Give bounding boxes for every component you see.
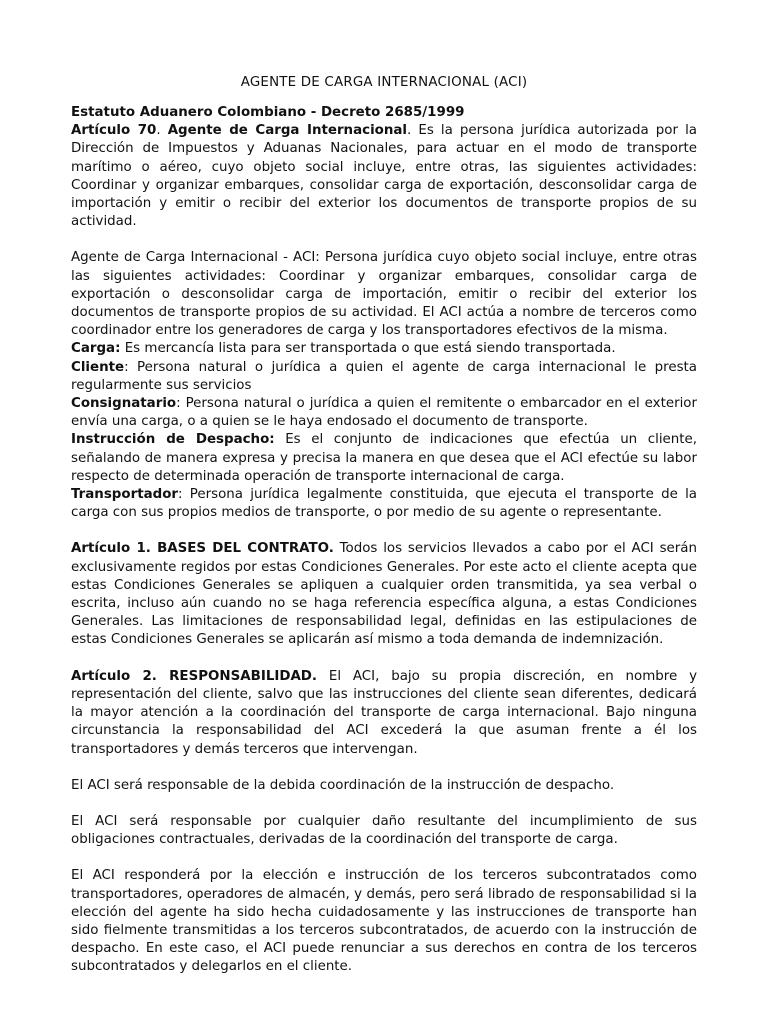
definition-consignatario — [71, 395, 697, 431]
third-parties-paragraph: El ACI responderá por la elección e instrucción de los terceros subcontratados como transportadores, operadores de almacén, y demás, pero será librado de responsabilidad si la elección del agente ha sido hecha cuidadosamente y las instrucciones de transporte han sido fielmente transmitidas a los terceros subcontratados, de acuerdo con la instrucción de despacho. En este caso, el ACI puede renunciar a sus derechos en contra de los terceros subcontratados y delegarlos en el cliente. — [71, 868, 697, 975]
coordination-paragraph: El ACI será responsable de la debida coordinación de la instrucción de despacho. — [71, 777, 615, 793]
term-label: Consignatario — [71, 396, 177, 412]
article-70-paragraph: Artículo 70. Agente de Carga Internacional. Es la persona jurídica autorizada por la Dirección de Impuestos y Aduanas Nacionales, para actuar en el modo de transporte marítimo o aéreo, cuyo objeto social incluye, entre otras, las siguientes actividades: Coordinar y organizar embarques, consolidar carga de exportación, desconsolidar carga de importación y emitir o recibir del exterior los documentos de transporte propios de su actividad. — [71, 123, 697, 230]
term-definition: Es el conjunto de indicaciones que efectúa un cliente, señalando de manera expresa y precisa la manera en que desea que el ACI efectúe su labor respecto de determinada operación de transporte internacional de carga. — [71, 432, 698, 484]
term-label: Carga: — [71, 341, 121, 357]
statute-heading — [71, 104, 697, 122]
term-definition: : Persona natural o jurídica a quien el agente de carga internacional le presta regularmente sus servicios — [71, 359, 697, 393]
definition-carga — [71, 340, 697, 358]
article-2-text: El ACI, bajo su propia discreción, en nombre y representación del cliente, salvo que las instrucciones del cliente sean diferentes, dedicará la mayor atención a la coordinación del transporte de carga internacional. Bajo ninguna circunstancia la responsabilidad del ACI excederá la que asuman frente a él los transportadores y demás terceros que intervengan. — [71, 668, 697, 757]
article-70-text: Es la persona jurídica autorizada por la Dirección de Impuestos y Aduanas Nacionales, para actuar en el modo de transporte marítimo o aéreo, cuyo objeto social incluye, entre otras, las siguientes actividades: Coordinar y organizar embarques, consolidar carga de exportación, desconsolidar carga de importación y emitir o recibir del exterior los documentos de transporte propios de su actividad. — [71, 123, 697, 230]
term-label: Transportador — [71, 487, 179, 503]
definition-cliente — [71, 359, 697, 395]
term-definition: : Persona jurídica legalmente constituida, que ejecuta el transporte de la carga con sus propios medios de transporte, o por medio de su agente o representante. — [71, 487, 697, 521]
article-2-heading: Artículo 2. RESPONSABILIDAD. — [71, 668, 318, 684]
article-2-paragraph — [71, 668, 697, 759]
term-label: Instrucción de Despacho: — [71, 432, 275, 448]
aci-definition-paragraph: Agente de Carga Internacional - ACI: Persona jurídica cuyo objeto social incluye, entre otras las siguientes actividades: Coordinar y organizar embarques, consolidar carga de exportación o desconsolidar carga de importación, emitir o recibir del exterior los documentos de transporte propios de su actividad. El ACI actúa a nombre de terceros como coordinador entre los generadores de carga y los transportadores efectivos de la misma. — [71, 250, 697, 339]
article-1-heading: Artículo 1. BASES DEL CONTRATO. — [71, 541, 334, 557]
article-1-paragraph — [71, 540, 697, 649]
article-70-heading: Agente de Carga Internacional — [167, 123, 408, 139]
definition-instruccion-despacho — [71, 431, 697, 486]
term-definition: : Persona natural o jurídica a quien el remitente o embarcador en el exterior envía una carga, o a quien se le haya endosado el documento de transporte. — [71, 396, 697, 430]
statute-text: Estatuto Aduanero Colombiano - Decreto 2685/1999 — [71, 105, 465, 120]
definition-transportador — [71, 486, 697, 522]
document-body — [71, 74, 697, 977]
damage-paragraph: El ACI será responsable por cualquier daño resultante del incumplimiento de sus obligaciones contractuales, derivadas de la coordinación del transporte de carga. — [71, 813, 697, 848]
document-title: AGENTE DE CARGA INTERNACIONAL (ACI) — [240, 75, 528, 90]
article-1-text: Todos los servicios llevados a cabo por el ACI serán exclusivamente regidos por estas Condiciones Generales. Por este acto el cliente acepta que estas Condiciones Generales se apliquen a cualquier orden transmitida, ya sea verbal o escrita, incluso aún cuando no se haga referencia específica alguna, a estas Condiciones Generales. Las limitaciones de responsabilidad legal, definidas en las estipulaciones de estas Condiciones Generales se aplicarán así mismo a toda demanda de indemnización. — [71, 541, 697, 648]
term-label: Cliente — [71, 359, 125, 375]
term-definition: Es mercancía lista para ser transportada o que está siendo transportada. — [120, 341, 616, 357]
article-70-label: Artículo 70 — [71, 123, 157, 139]
